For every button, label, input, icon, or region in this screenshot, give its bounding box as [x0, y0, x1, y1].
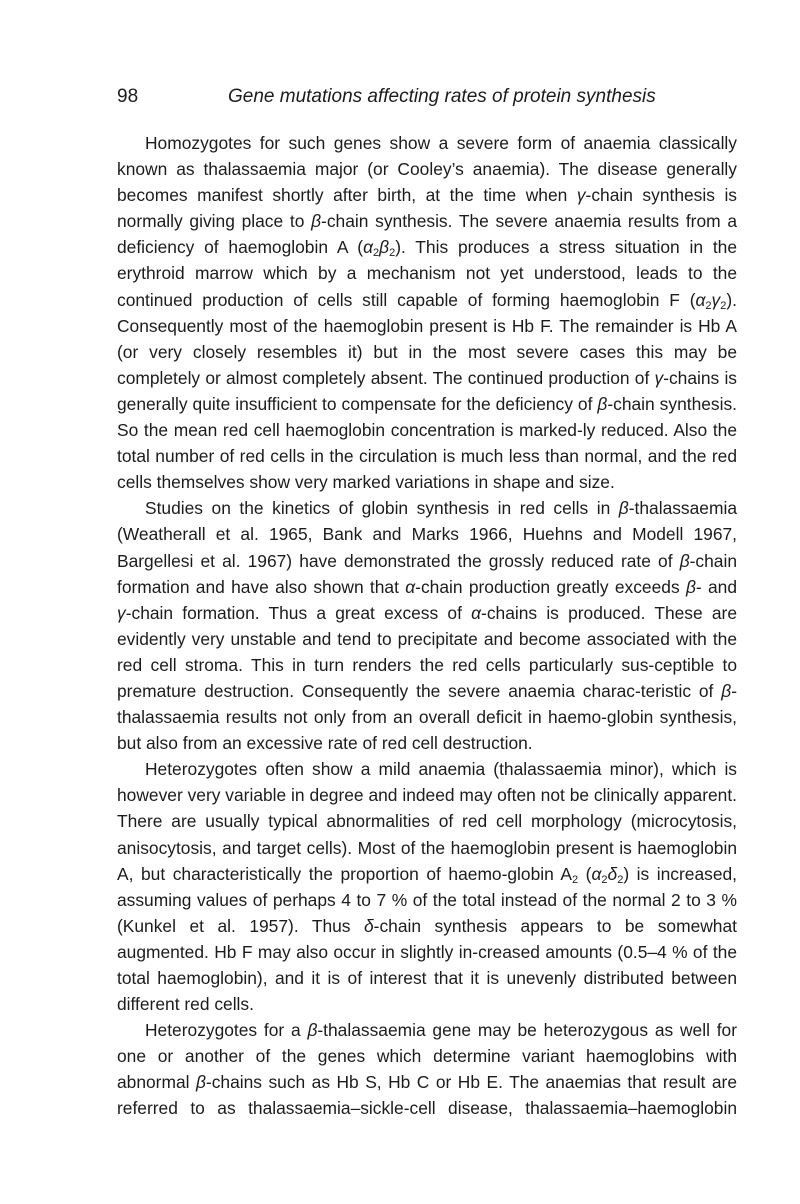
paragraph-3: Heterozygotes often show a mild anaemia (thalassaemia minor), which is however very variable in degree and indeed may often not be clinically apparent. There are usually typical abnormalities of red cell morphology (microcytosis, anisocytosis, and target cells). Most of the haemoglobin present is haemoglobin A, but characteristically the proportion of haemo-globin $A_2$ $(\alpha_2\delta_2)$ is increased, assuming values of perhaps 4 to 7 % of the total instead of the normal 2 to 3 % (Kunkel et al. 1957). Thus δ-chain synthesis appears to be somewhat augmented. Hb F may also occur in slightly in-creased amounts (0.5–4 % of the total haemoglobin), and it is of interest that it is unevenly distributed between different red cells. — [117, 759, 737, 1015]
paragraph-4: Heterozygotes for a β-thalassaemia gene may be heterozygous as well for one or another of the genes which determine variant haemoglobins with abnormal β-chains such as Hb S, Hb C or Hb E. The anaemias that result are referred to as thalassaemia–sickle-cell disease, thalassaemia–haemoglobin — [117, 1020, 737, 1119]
body-text — [117, 130, 737, 1122]
paragraph-2: Studies on the kinetics of globin synthesis in red cells in β-thalassaemia (Weatherall et al. 1965, Bank and Marks 1966, Huehns and Modell 1967, Bargellesi et al. 1967) have demonstrated the grossly reduced rate of β-chain formation and have also shown that α-chain production greatly exceeds β- and γ-chain formation. Thus a great excess of α-chains is produced. These are evidently very unstable and tend to precipitate and become associated with the red cell stroma. This in turn renders the red cells particularly sus-ceptible to premature destruction. Consequently the severe anaemia charac-teristic of β-thalassaemia results not only from an overall deficit in haemo-globin synthesis, but also from an excessive rate of red cell destruction. — [117, 498, 738, 754]
paragraph-1: Homozygotes for such genes show a severe form of anaemia classically known as thalassaemia major (or Cooley’s anaemia). The disease generally becomes manifest shortly after birth, at the time when γ-chain synthesis is normally giving place to β-chain synthesis. The severe anaemia results from a deficiency of haemoglobin A $(\alpha_2\beta_2)$. This produces a stress situation in the erythroid marrow which by a mechanism not yet understood, leads to the continued production of cells still capable of forming haemoglobin F $(\alpha_2\gamma_2)$. Consequently most of the haemoglobin present is Hb F. The remainder is Hb A (or very closely resembles it) but in the most severe cases this may be completely or almost completely absent. The continued production of γ-chains is generally quite insufficient to compensate for the deficiency of β-chain synthesis. So the mean red cell haemoglobin concentration is marked-ly reduced. Also the total number of red cells in the circulation is much less than normal, and the red cells themselves show very marked variations in shape and size. — [117, 133, 738, 493]
running-title: Gene mutations affecting rates of protein synthesis — [228, 86, 656, 107]
page-number: 98 — [117, 86, 139, 107]
